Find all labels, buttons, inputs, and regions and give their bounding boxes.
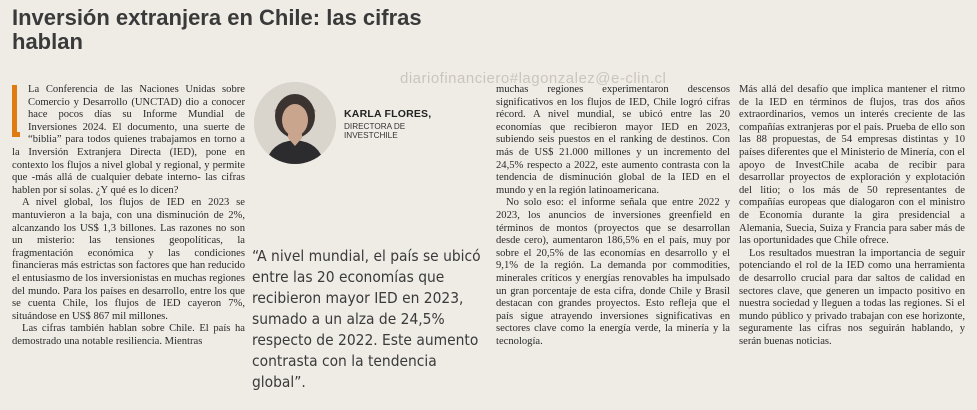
article-column-1 (12, 84, 245, 348)
paragraph: Más allá del desafío que implica mantener el ritmo de la IED en términos de flujos, tras dos años extraordinarios, vemos un interés creciente de las compañías extranjeras por el país. Prueba de ello son las 88 propuestas, de 54 empresas distintas y 10 países diferentes que el Ministerio de Minería, con el apoyo de InvestChile acaba de recibir para desarrollar proyectos de exploración y explotación del litio; o los más de 50 representantes de compañías europeas que dialogaron con el ministro de Economía durante la gira presidencial a Alemania, Suecia, Suiza y Francia para saber más de las oportunidades que Chile ofrece. (739, 84, 965, 247)
paragraph: La Conferencia de las Naciones Unidas sobre Comercio y Desarrollo (UNCTAD) dio a conocer hace pocos días su Informe Mundial de Inversiones 2024. El documento, una suerte de “biblia” para todos quienes trabajamos en torno a la Inversión Extranjera Directa (IED), pone en contexto los flujos a nivel global y regional, y permite que -más allá de cualquier debate interno- las cifras hablen por sí solas. ¿Y qué es lo dicen? (12, 84, 245, 196)
paragraph: Las cifras también hablan sobre Chile. El país ha demostrado una notable resiliencia. Mientras (12, 323, 245, 347)
author-photo (254, 82, 336, 164)
article-headline: Inversión extranjera en Chile: las cifras hablan (12, 5, 422, 54)
article-column-2 (496, 84, 730, 348)
article-column-3 (739, 84, 965, 348)
paragraph: muchas regiones experimentaron descensos significativos en los flujos de IED, Chile logró cifras récord. A nivel mundial, se ubicó entre las 20 economías que recibieron mayor IED en 2023, subiendo seis puestos en el ranking de destinos. Con más de US$ 21.000 millones y un incremento del 24,5% respecto a 2022, este aumento contrasta con la tendencia de disminución global de la IED en el mundo y en la región latinoamericana. (496, 84, 730, 196)
paragraph: A nivel global, los flujos de IED en 2023 se mantuvieron a la baja, con una disminución de 2%, alcanzando los US$ 1,3 billones. Las razones no son un misterio: las tensiones geopolíticas, la fragmentación económica y las condiciones financieras más estrictas son factores que han reducido el entusiasmo de los inversionistas en muchas regiones del mundo. Para los países en desarrollo, entre los que se cuenta Chile, los flujos de IED cayeron 7%, situándose en US$ 867 mil millones. (12, 197, 245, 322)
dropcap-accent (12, 85, 20, 137)
paragraph: No solo eso: el informe señala que entre 2022 y 2023, los anuncios de inversiones greenfield en términos de montos (proyectos que se desarrollan desde cero), aumentaron 186,5% en el país, muy por sobre el 20,5% de las economías en desarrollo y el 9,1% de la región. La demanda por commodities, minerales críticos y energías renovables ha impulsado un gran porcentaje de esta cifra, donde Chile y Brasil destacan con grandes proyectos. Esto refleja que el país sigue atrayendo inversiones significativas en sectores clave como la energía verde, la minería y la tecnología. (496, 197, 730, 347)
author-role: DIRECTORA DE INVESTCHILE (344, 122, 406, 140)
author-name: KARLA FLORES, (344, 108, 432, 120)
watermark: diariofinanciero#lagonzalez@e-clin.cl (400, 70, 667, 87)
pull-quote: “A nivel mundial, el país se ubicó entre las 20 economías que recibieron mayor IED en 2023, sumado a un alza de 24,5% respecto de 2022. Este aumento contrasta con la tendencia global”. (252, 247, 481, 391)
paragraph: Los resultados muestran la importancia de seguir potenciando el rol de la IED como una herramienta de desarrollo crucial para dar saltos de calidad en sectores clave, que generen un impacto positivo en nuestra sociedad y lleguen a todas las regiones. Si el mundo público y privado trabajan con ese horizonte, seguramente las cifras nos seguirán hablando, y serán buenas noticias. (739, 247, 965, 347)
